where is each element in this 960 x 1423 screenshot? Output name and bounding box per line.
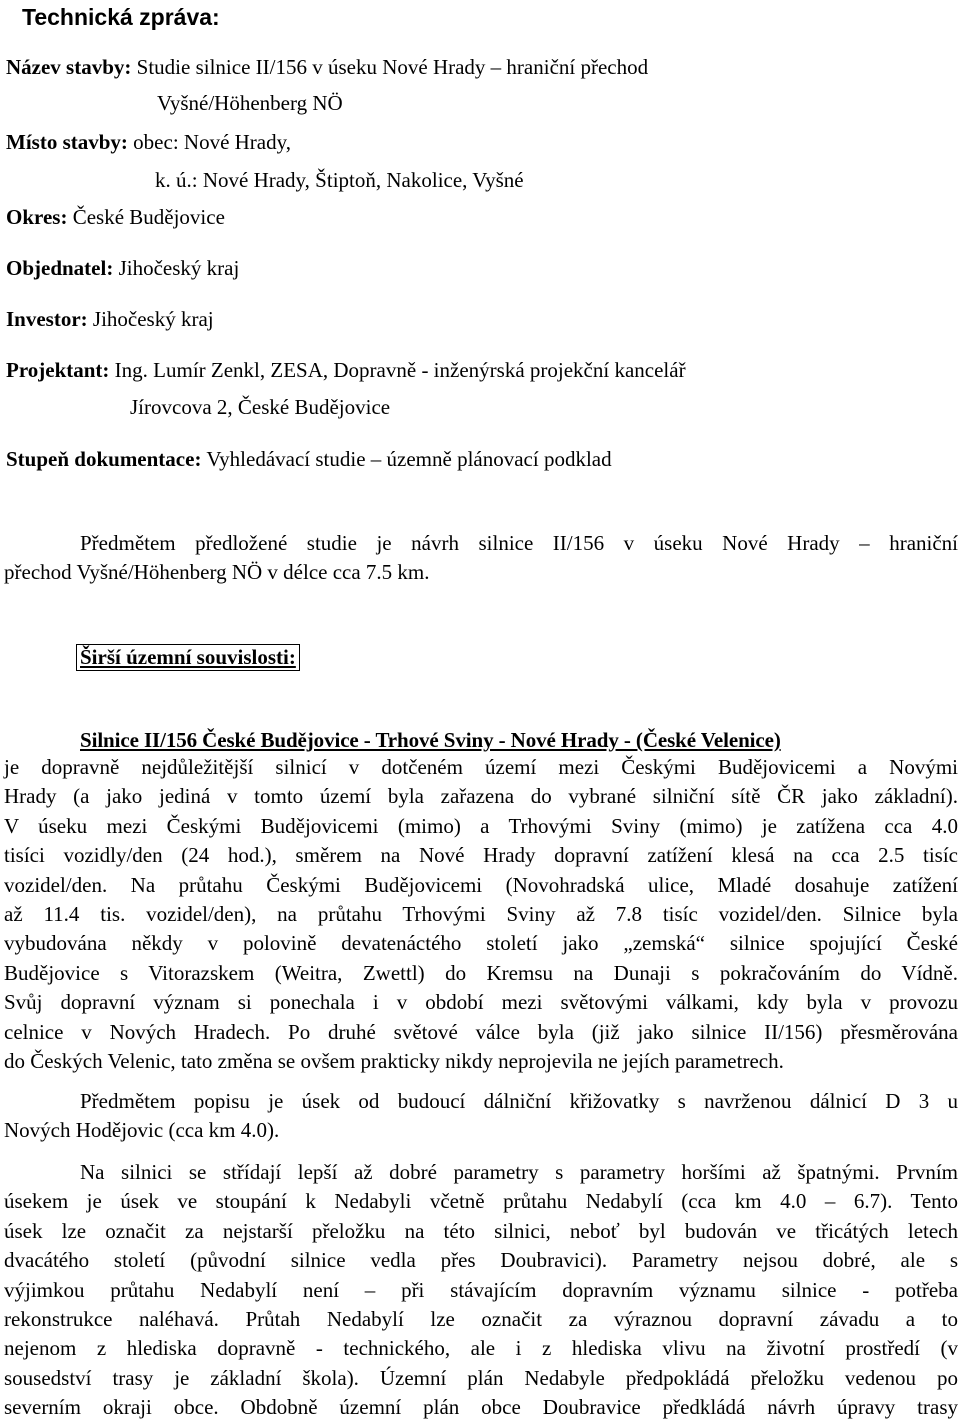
client-value: Jihočeský kraj: [118, 256, 240, 280]
client-row: [6, 256, 239, 281]
paragraph-line: úsekem je úsek ve stoupání k Nedabyli včetně průtahu Nedabylí (cca km 4.0 – 6.7). Tento: [4, 1189, 958, 1214]
site-label: Místo stavby:: [6, 130, 128, 154]
project-name-value-cont: Vyšné/Höhenberg NÖ: [157, 91, 343, 115]
page-title: Technická zpráva:: [22, 4, 220, 30]
paragraph-line: Předmětem popisu je úsek od budoucí dálniční křižovatky s navrženou dálnicí D 3 u: [80, 1089, 958, 1113]
paragraph-line: Svůj dopravní význam si ponechala i v období mezi světovými válkami, kdy byla v provozu: [4, 990, 958, 1015]
doc-stage-value: Vyhledávací studie – územně plánovací podklad: [206, 447, 612, 471]
paragraph-line: je dopravně nejdůležitější silnicí v dotčeném území mezi Českými Budějovicemi a Novými: [4, 755, 958, 779]
designer-label: Projektant:: [6, 358, 110, 382]
paragraph-line: Na silnici se střídají lepší až dobré parametry s parametry horšími až špatnými. Prvním: [80, 1160, 958, 1184]
investor-label: Investor:: [6, 307, 88, 331]
paragraph-line: dvacátého století (původní silnice vedla přes Doubravici). Parametry nejsou dobré, ale s: [4, 1248, 958, 1273]
paragraph-line: až 11.4 tis. vozidel/den), na průtahu Trhovými Sviny až 7.8 tisíc vozidel/den. Silnice byla: [4, 902, 958, 927]
paragraph-line: Nových Hodějovic (cca km 4.0).: [4, 1118, 280, 1143]
section-heading: Širší územní souvislosti:: [76, 645, 300, 670]
site-row: [6, 130, 291, 155]
paragraph-line: nejenom z hlediska dopravně - technického, ale i z hlediska vlivu na životní prostředí (v: [4, 1336, 958, 1361]
designer-value: Ing. Lumír Zenkl, ZESA, Dopravně - inženýrská projekční kancelář: [114, 358, 686, 382]
paragraph-line: tisíci vozidly/den (24 hod.), směrem na Nové Hrady dopravní zatížení klesá na cca 2.5 tisíc: [4, 843, 958, 868]
project-name-label: Název stavby:: [6, 55, 132, 79]
intro-line: Předmětem předložené studie je návrh silnice II/156 v úseku Nové Hrady – hraniční: [80, 531, 958, 555]
designer-address: Jírovcova 2, České Budějovice: [130, 395, 391, 419]
intro-paragraph: [4, 529, 958, 588]
paragraph-line: sousedství trasy je základní škola). Územní plán Nedabyle předpokládá přeložku vedenou po: [4, 1365, 958, 1390]
paragraph-line: vozidel/den. Na průtahu Českými Budějovicemi (Novohradská ulice, Mladé dosahuje zatížení: [4, 872, 958, 897]
project-name-row: [6, 55, 648, 80]
paragraph-line: výjimkou průtahu Nedabylí není – při stávajícím dopravním významu silnice - potřeba: [4, 1277, 958, 1302]
investor-row: [6, 307, 214, 332]
road-heading: Silnice II/156 České Budějovice - Trhové Sviny - Nové Hrady - (České Velenice): [80, 728, 781, 752]
paragraph-line: do Českých Velenic, tato změna se ovšem prakticky nikdy neprojevila ne jejích parametrech.: [4, 1049, 784, 1074]
paragraph-line: Hrady (a jako jediná v tomto území byla zařazena do vybrané silniční sítě ČR jako základní).: [4, 784, 958, 809]
investor-value: Jihočeský kraj: [92, 307, 214, 331]
paragraph-line: severním okraji obce. Obdobně územní plán obce Doubravice předkládá návrh úpravy trasy: [4, 1395, 958, 1420]
doc-stage-row: [6, 447, 612, 472]
paragraph-line: V úseku mezi Českými Budějovicemi (mimo) a Trhovými Sviny (mimo) je zatížena cca 4.0: [4, 813, 958, 838]
doc-stage-label: Stupeň dokumentace:: [6, 447, 202, 471]
paragraph-line: vybudována někdy v polovině devatenáctého století jako „zemská“ silnice spojující České: [4, 931, 958, 956]
paragraph-line: rekonstrukce naléhavá. Průtah Nedabylí lze označit za výraznou dopravní závadu a to: [4, 1307, 958, 1332]
client-label: Objednatel:: [6, 256, 114, 280]
paragraph-line: celnice v Nových Hradech. Po druhé světové válce byla (již jako silnice II/156) přesměrována: [4, 1019, 958, 1044]
district-row: [6, 205, 225, 230]
paragraph-parameters: [4, 1158, 958, 1423]
district-label: Okres:: [6, 205, 68, 229]
paragraph-line: Budějovice s Vitorazskem (Weitra, Zwettl) do Kremsu na Dunaji s pokračováním do Vídně.: [4, 960, 958, 985]
designer-row: [6, 358, 686, 383]
district-value: České Budějovice: [72, 205, 225, 229]
paragraph-road-description: [4, 753, 958, 1076]
paragraph-line: úsek lze označit za nejstarší přeložku na této silnici, neboť byl budován ve třicátých letech: [4, 1218, 958, 1243]
paragraph-subject: [4, 1087, 958, 1146]
cadastral-areas: k. ú.: Nové Hrady, Štiptoň, Nakolice, Vyšné: [155, 168, 524, 192]
project-name-value: Studie silnice II/156 v úseku Nové Hrady – hraniční přechod: [136, 55, 649, 79]
site-value: obec: Nové Hrady,: [133, 130, 291, 154]
intro-line: přechod Vyšné/Höhenberg NÖ v délce cca 7.5 km.: [4, 560, 430, 585]
